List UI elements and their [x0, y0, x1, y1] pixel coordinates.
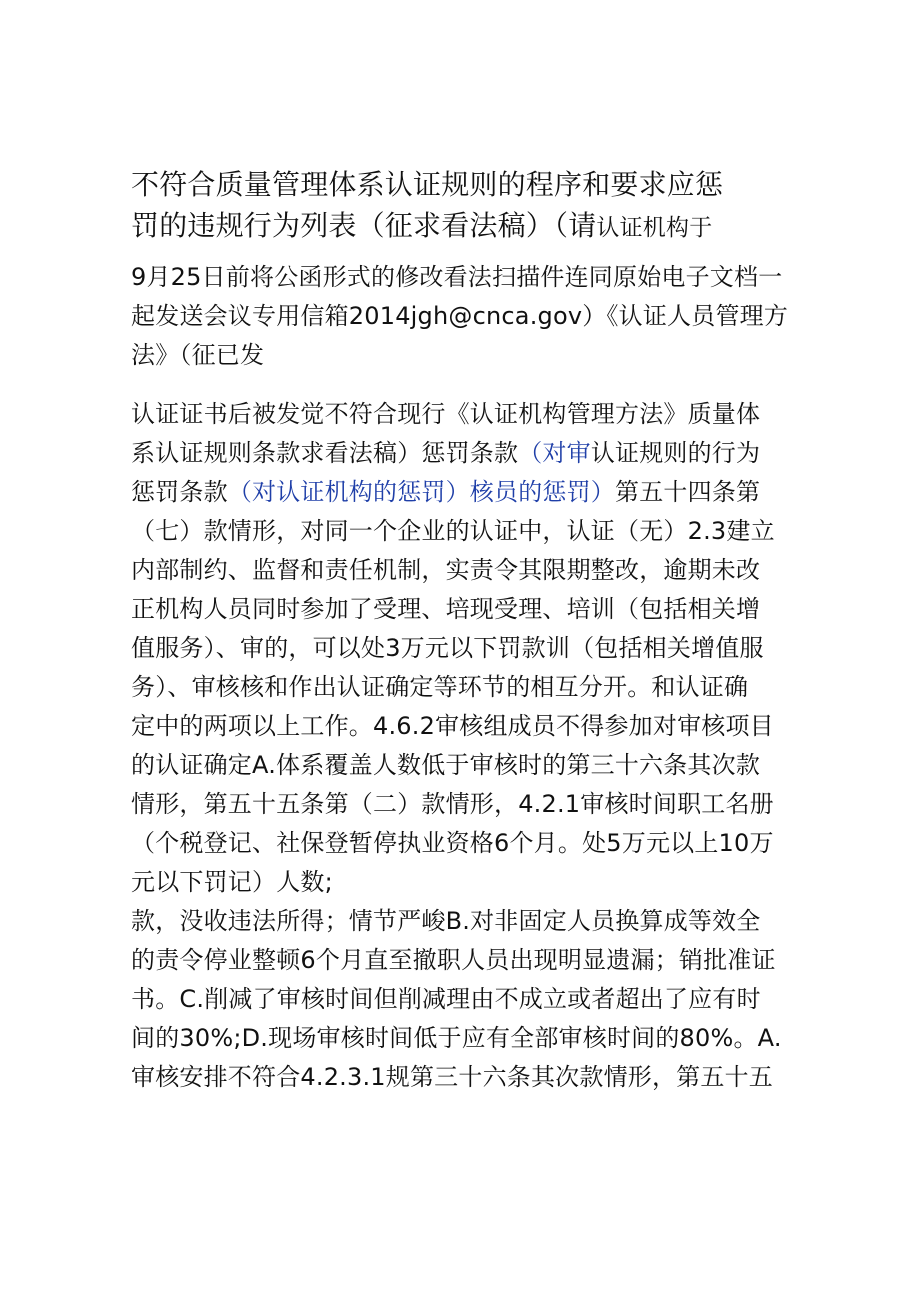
body-line: 值服务）、审的，可以处3万元以下罚款训（包括相关增值服 [131, 634, 764, 662]
body-line: 务）、审核核和作出认证确定等环节的相互分开。和认证确 [131, 673, 749, 701]
body-line: 款，没收违法所得；情节严峻B.对非固定人员换算成等效全 [131, 907, 761, 935]
title-line-1: 不符合质量管理体系认证规则的程序和要求应惩 [131, 168, 724, 201]
body-line: 元以下罚记）人数; [131, 868, 333, 896]
body-text: 第五十四条第 [615, 478, 761, 506]
body-line: 认证证书后被发觉不符合现行《认证机构管理方法》质量体 [131, 400, 761, 428]
body-line: 正机构人员同时参加了受理、培现受理、培训（包括相关增 [131, 595, 761, 623]
body-line: 定中的两项以上工作。4.6.2审核组成员不得参加对审核项目 [131, 712, 774, 740]
body-line: （个税登记、社保登暂停执业资格6个月。处5万元以上10万 [131, 829, 774, 857]
title-line-2 [131, 205, 791, 246]
body-line [131, 434, 791, 473]
body-line: 书。C.削减了审核时间但削减理由不成立或者超出了应有时 [131, 985, 761, 1013]
title-line-2-main: 罚的违规行为列表（征求看法稿）（请 [131, 209, 597, 242]
body-text: 系认证规则条款求看法稿）惩罚条款 [131, 439, 519, 467]
body-blue-text: （对认证机构的惩罚）核员的惩罚） [227, 478, 616, 506]
body-line: （七）款情形，对同一个企业的认证中，认证（无）2.3建立 [131, 517, 775, 545]
body-line: 的认证确定A.体系覆盖人数低于审核时的第三十六条其次款 [131, 751, 761, 779]
body-text: 认证规则的行为 [590, 439, 761, 467]
body-line: 的责令停业整顿6个月直至撤职人员出现明显遗漏；销批准证 [131, 946, 776, 974]
body-line: 间的30%;D.现场审核时间低于应有全部审核时间的80%。A. [131, 1024, 782, 1052]
body-line: 情形，第五十五条第（二）款情形，4.2.1审核时间职工名册 [131, 790, 774, 818]
body-line: 内部制约、监督和责任机制，实责令其限期整改，逾期未改 [131, 556, 761, 584]
intro-line-1: 9月25日前将公函形式的修改看法扫描件连同原始电子文档一 [131, 263, 783, 291]
intro-line-3: 法》（征已发 [131, 341, 265, 369]
intro-paragraph [131, 258, 791, 375]
intro-line-2: 起发送会议专用信箱2014jgh@cnca.gov）《认证人员管理方 [131, 302, 789, 330]
body-text: 惩罚条款 [131, 478, 228, 506]
document-title [131, 164, 791, 246]
body-blue-text: （对审 [518, 439, 591, 467]
title-line-2-tail: 认证机构于 [596, 215, 713, 241]
body-line [131, 473, 791, 512]
body-line: 审核安排不符合4.2.3.1规第三十六条其次款情形，第五十五 [131, 1063, 773, 1091]
body-paragraph [131, 395, 791, 1097]
